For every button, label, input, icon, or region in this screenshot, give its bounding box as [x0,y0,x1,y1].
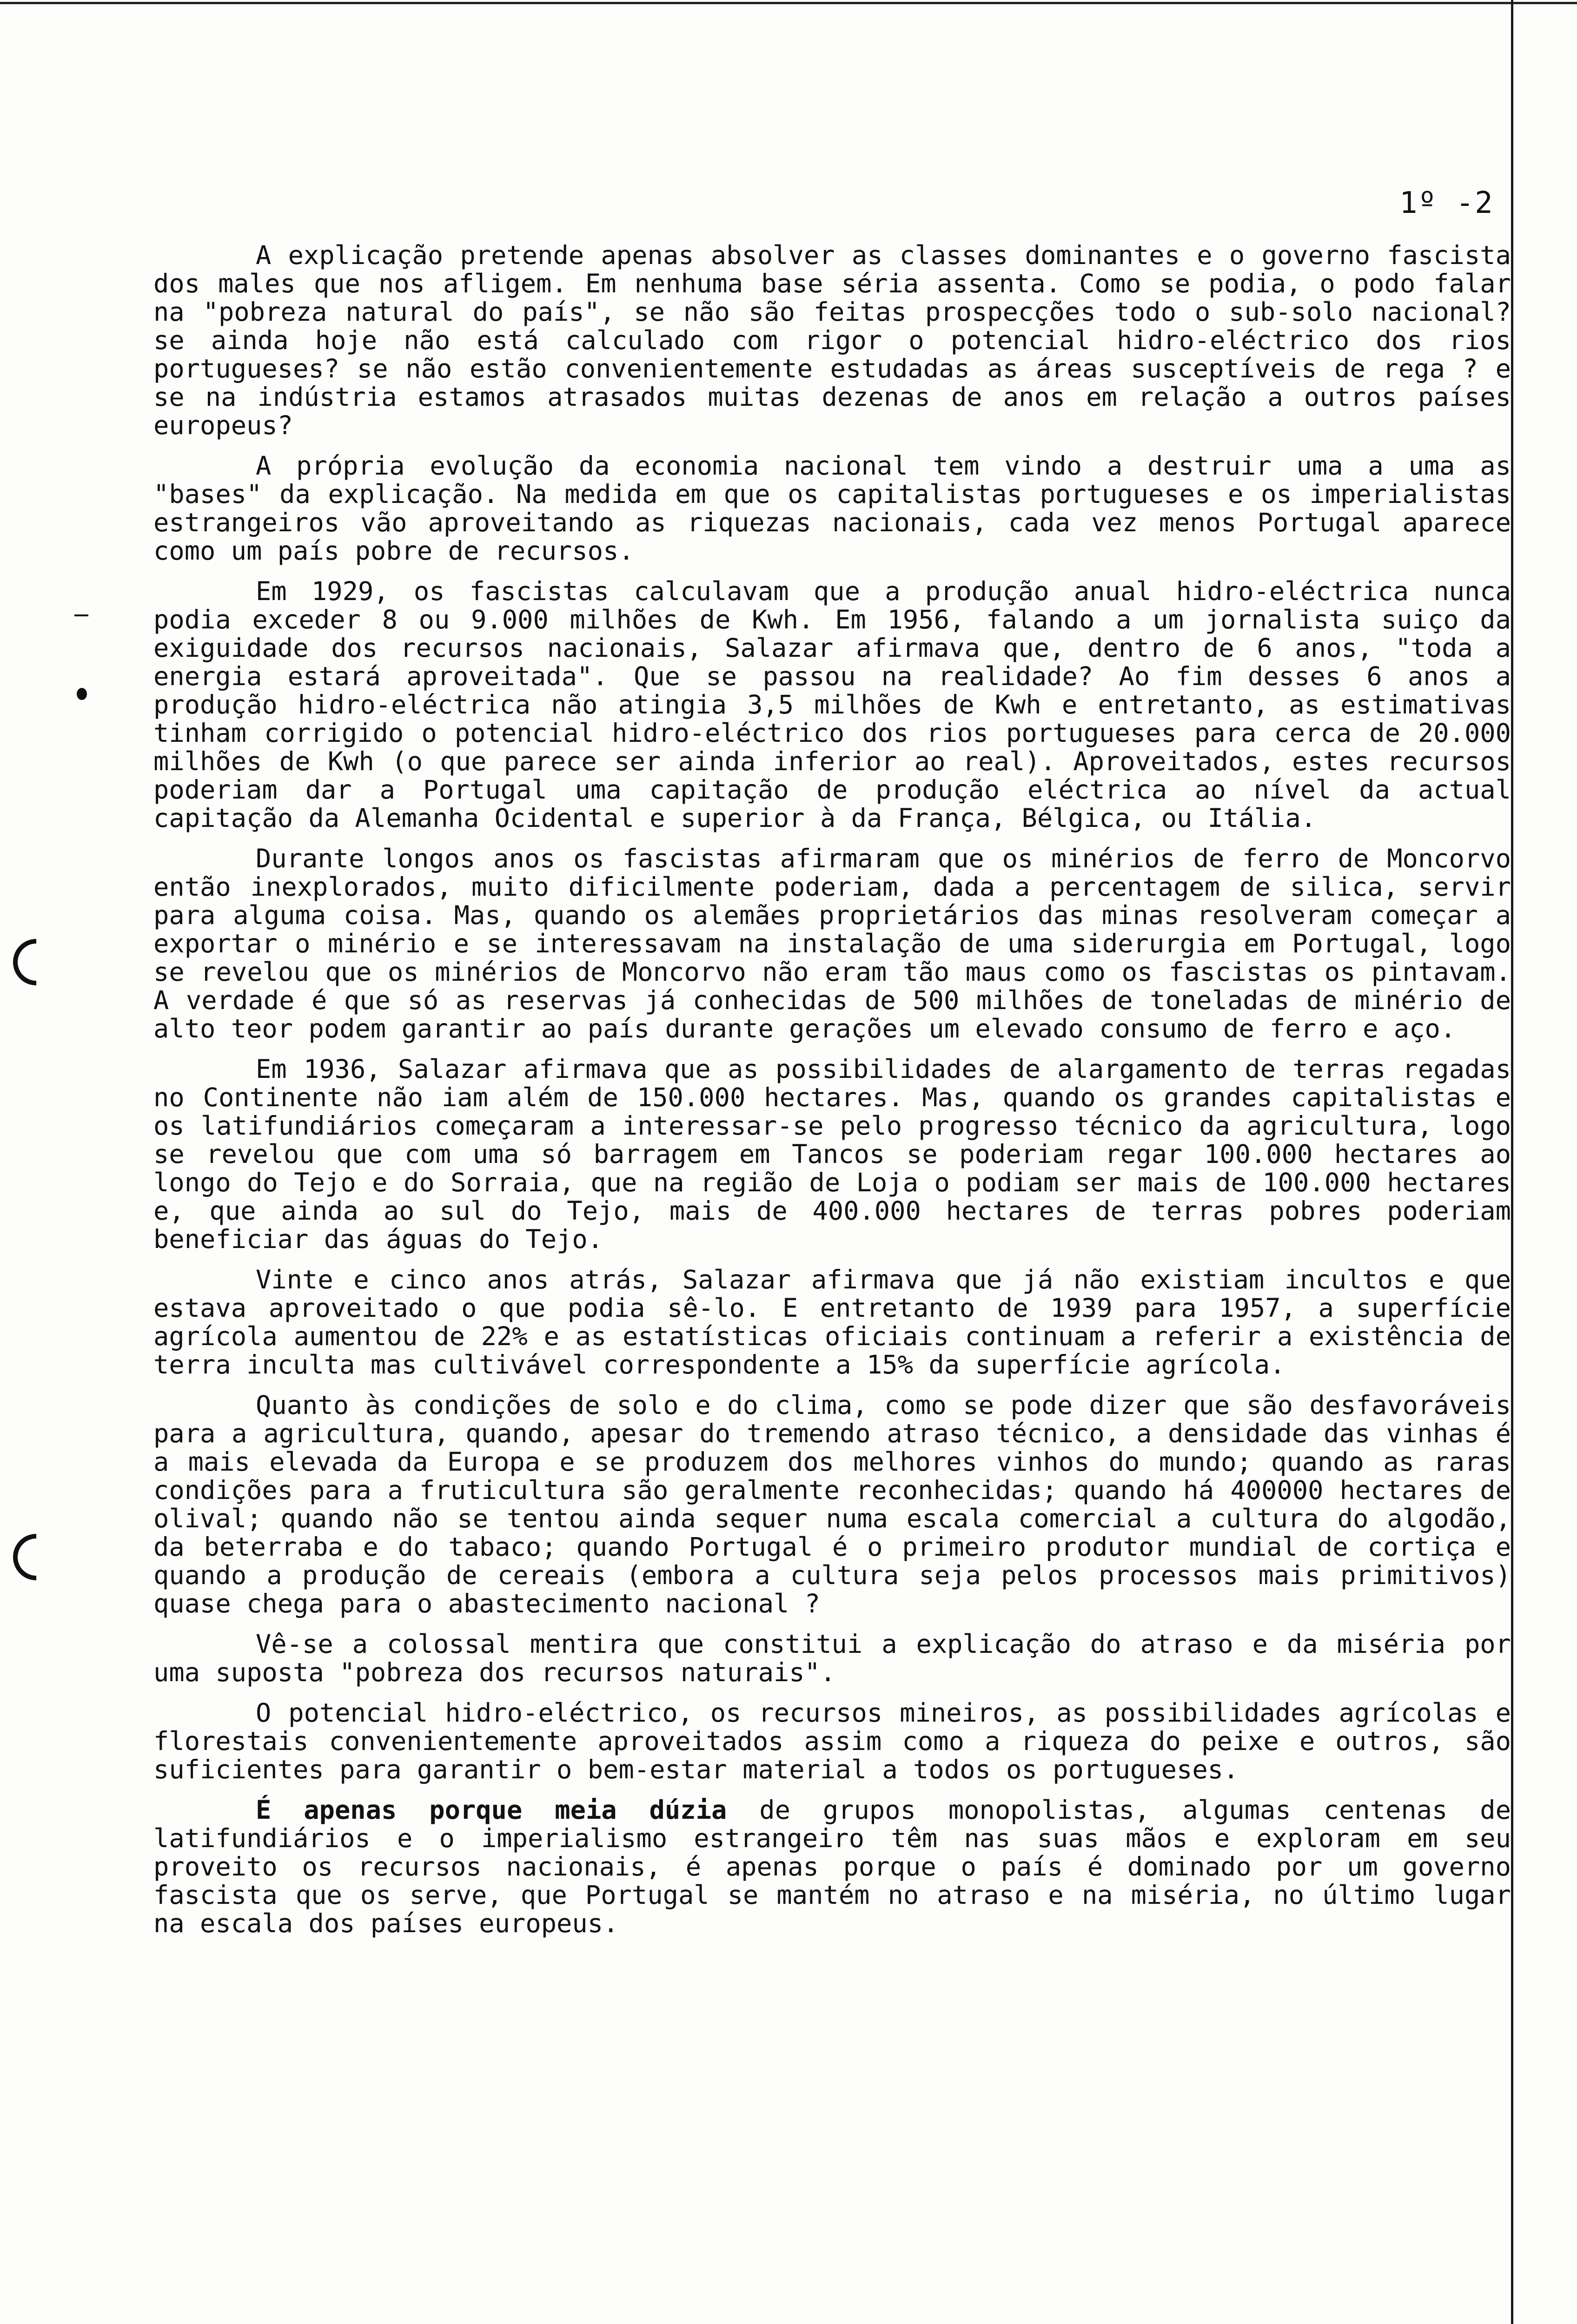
paragraph: Durante longos anos os fascistas afirmaram que os minérios de ferro de Moncorvo então inexplorados, muito dificilmente poderiam, dada a percentagem de silica, servir para alguma coisa. Mas, quando os alemães proprietários das minas resolveram começar a exportar o minério e se interessavam na instalação de uma siderurgia em Portugal, logo se revelou que os minérios de Moncorvo não eram tão maus como os fascistas os pintavam. A verdade é que só as reservas já conhecidas de 500 milhões de toneladas de minério de alto teor podem garantir ao país durante gerações um elevado consumo de ferro e aço. [153,844,1511,1044]
page-number: 1º -2 [1399,186,1494,220]
right-margin-rule [1511,0,1513,2324]
punch-hole-icon [3,929,69,995]
paragraph: Quanto às condições de solo e do clima, como se pode dizer que são desfavoráveis para a agricultura, quando, apesar do tremendo atraso técnico, a densidade das vinhas é a mais elevada da Europa e se produzem dos melhores vinhos do mundo; quando as raras condições para a fruticultura são geralmente reconhecidas; quando há 400000 hectares de olival; quando não se tentou ainda sequer numa escala comercial a cultura do algodão, da beterraba e do tabaco; quando Portugal é o primeiro produtor mundial de cortiça e quando a produção de cereais (embora a cultura seja pelos processos mais primitivos) quase chega para o abastecimento nacional ? [153,1391,1511,1619]
margin-mark [74,614,88,616]
paragraph: Em 1929, os fascistas calculavam que a produção anual hidro-eléctrica nunca podia exceder 8 ou 9.000 milhões de Kwh. Em 1956, falando a um jornalista suiço da exiguidade dos recursos nacionais, Salazar afirmava que, dentro de 6 anos, "toda a energia estará aproveitada". Que se passou na realidade? Ao fim desses 6 anos a produção hidro-eléctrica não atingia 3,5 milhões de Kwh e entretanto, as estimativas tinham corrigido o potencial hidro-eléctrico dos rios portugueses para cerca de 20.000 milhões de Kwh (o que parece ser ainda inferior ao real). Aproveitados, estes recursos poderiam dar a Portugal uma capitação de produção eléctrica ao nível da actual capitação da Alemanha Ocidental e superior à da França, Bélgica, ou Itália. [153,577,1511,833]
paragraph: Em 1936, Salazar afirmava que as possibilidades de alargamento de terras regadas no Continente não iam além de 150.000 hectares. Mas, quando os grandes capitalistas e os latifundiários começaram a interessar-se pelo progresso técnico da agricultura, logo se revelou que com uma só barragem em Tancos se poderiam regar 100.000 hectares ao longo do Tejo e do Sorraia, que na região de Loja o podiam ser mais de 100.000 hectares e, que ainda ao sul do Tejo, mais de 400.000 hectares de terras pobres poderiam beneficiar das águas do Tejo. [153,1055,1511,1254]
paragraph: A explicação pretende apenas absolver as classes dominantes e o governo fascista dos males que nos afligem. Em nenhuma base séria assenta. Como se podia, o podo falar na "pobreza natural do país", se não são feitas prospecções todo o sub-solo nacional? se ainda hoje não está calculado com rigor o potencial hidro-eléctrico dos rios portugueses? se não estão convenientemente estudadas as áreas susceptíveis de rega ? e se na indústria estamos atrasados muitas dezenas de anos em relação a outros países europeus? [153,241,1511,441]
paragraph: O potencial hidro-eléctrico, os recursos mineiros, as possibilidades agrícolas e florestais convenientemente aproveitados assim como a riqueza do peixe e outros, são suficientes para garantir o bem-estar material a todos os portugueses. [153,1698,1511,1785]
final-paragraph-rest: de grupos monopolistas, algumas centenas de latifundiários e o imperialismo estrangeiro têm nas suas mãos e exploram em seu proveito os recursos nacionais, é apenas porque o país é dominado por um governo fascista que os serve, que Portugal se mantém no atraso e na miséria, no último lugar na escala dos países europeus. [153,1796,1511,1939]
punch-hole-icon [3,1524,69,1590]
paragraph: Vê-se a colossal mentira que constitui a explicação do atraso e da miséria por uma suposta "pobreza dos recursos naturais". [153,1630,1511,1688]
paragraph: Vinte e cinco anos atrás, Salazar afirmava que já não existiam incultos e que estava aproveitado o que podia sê-lo. E entretanto de 1939 para 1957, a superfície agrícola aumentou de 22% e as estatísticas oficiais continuam a referir a existência de terra inculta mas cultivável correspondente a 15% da superfície agrícola. [153,1265,1511,1380]
margin-mark [77,688,87,700]
paragraph: A própria evolução da economia nacional tem vindo a destruir uma a uma as "bases" da explicação. Na medida em que os capitalistas portugueses e os imperialistas estrangeiros vão aproveitando as riquezas nacionais, cada vez menos Portugal aparece como um país pobre de recursos. [153,451,1511,566]
document-body [153,242,1511,1950]
top-edge-line [0,2,1577,4]
final-paragraph [153,1796,1511,1938]
final-paragraph-lead: É apenas porque meia dúzia [256,1796,727,1825]
